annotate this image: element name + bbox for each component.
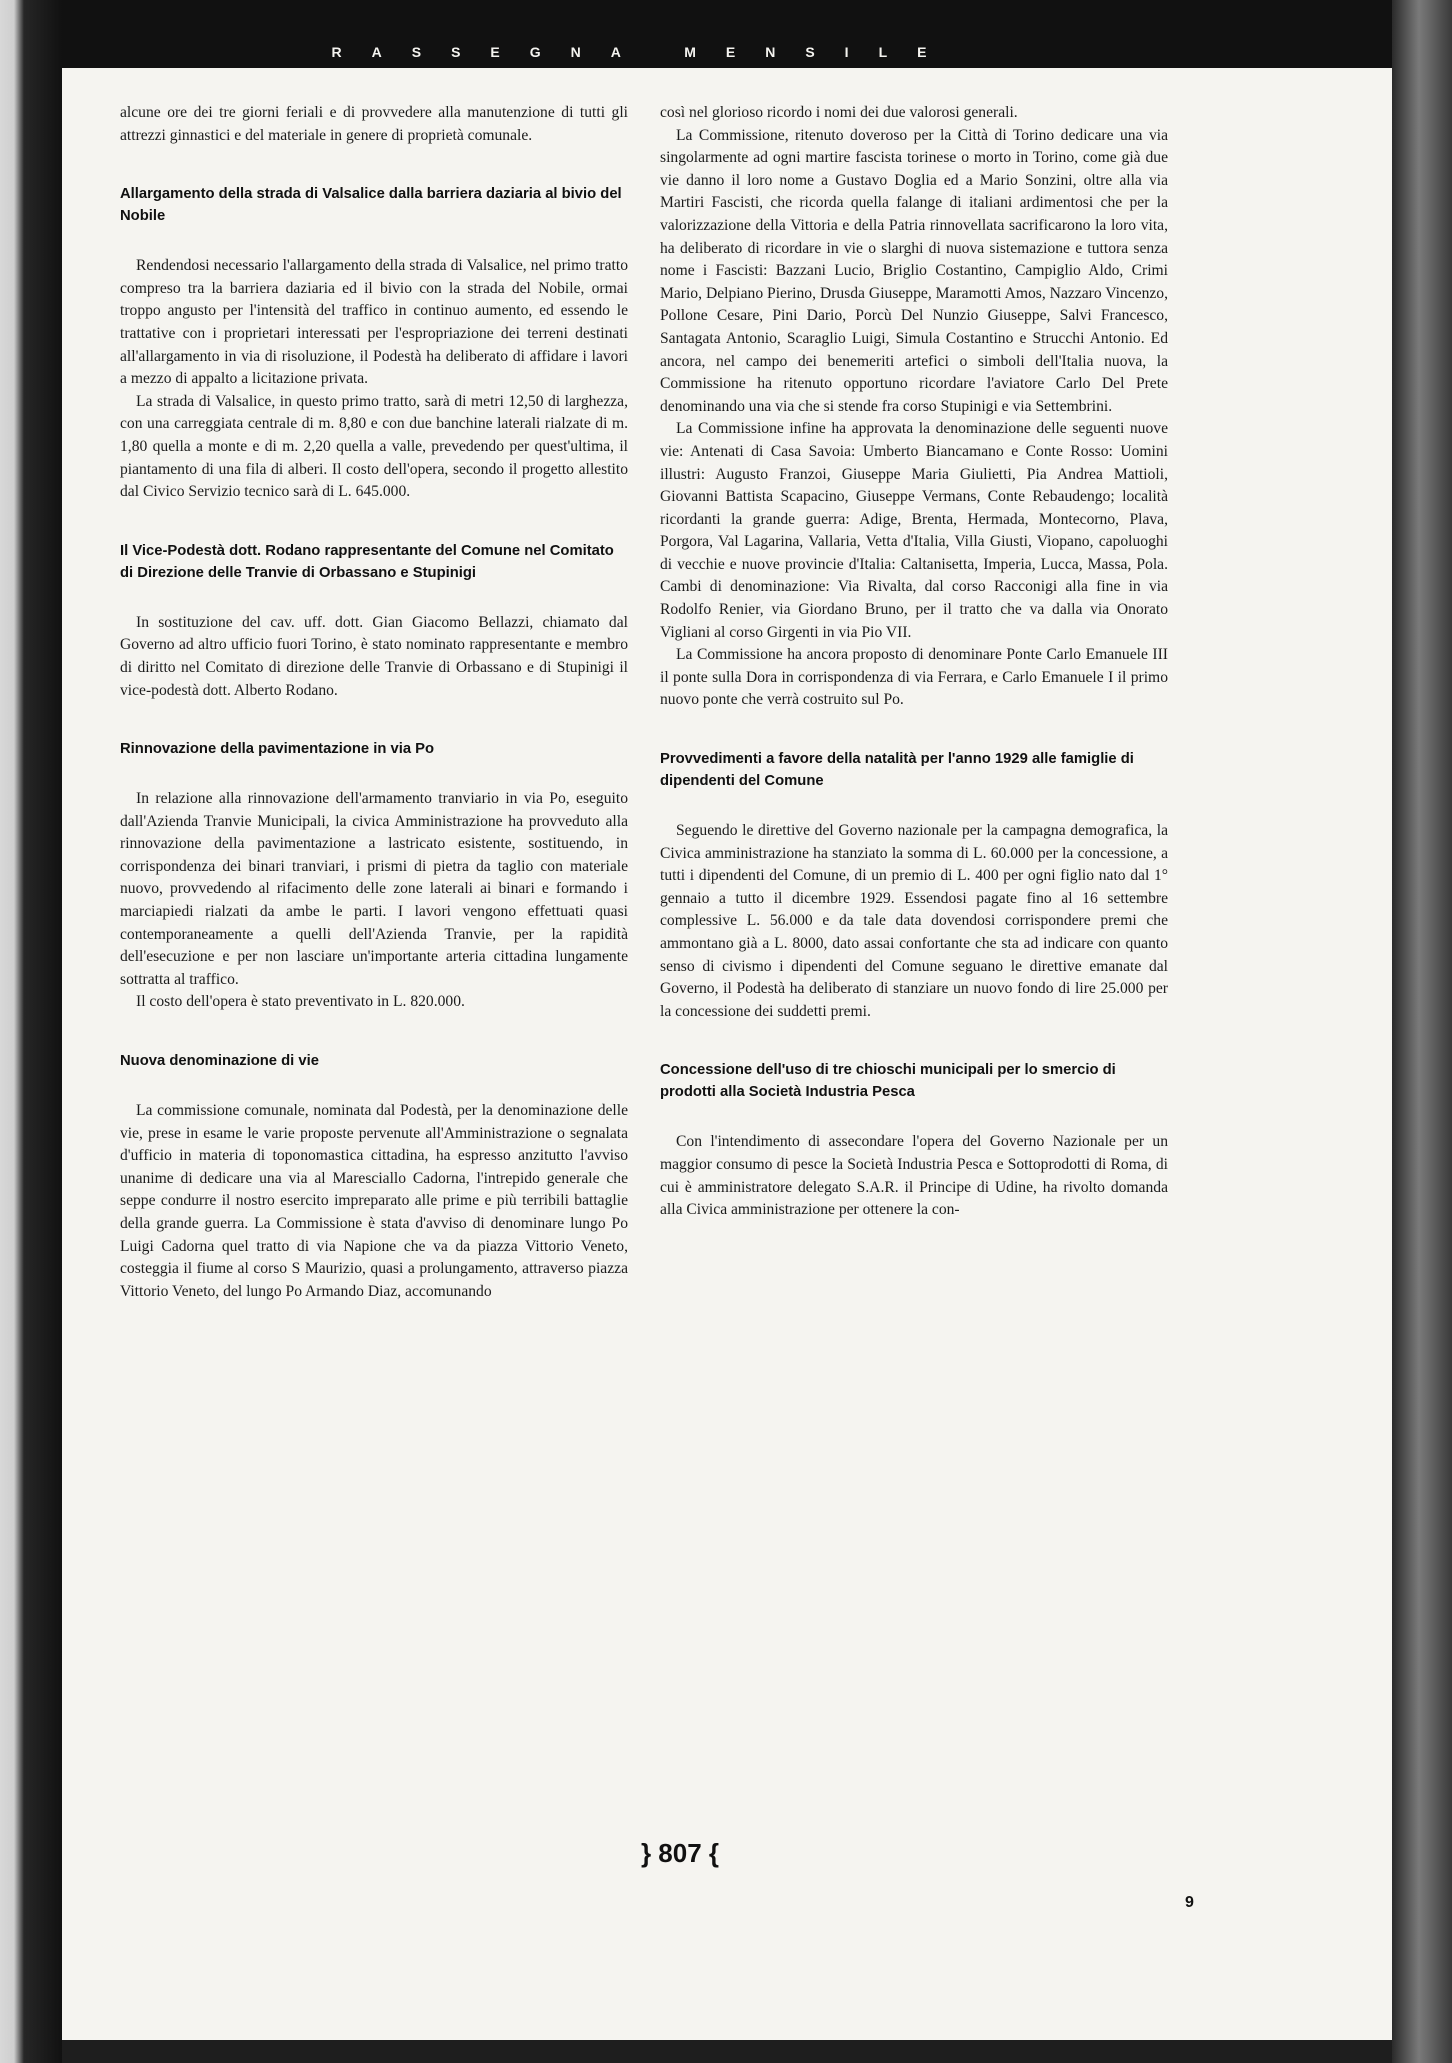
masthead-banner bbox=[314, 38, 974, 66]
folio-value: 807 bbox=[658, 1838, 702, 1868]
right-column bbox=[660, 102, 1168, 1222]
paragraph: La commissione comunale, nominata dal Podestà, per la denominazione delle vie, prese in esame le varie proposte pervenute all'Amministrazione o segnalata d'ufficio in materia di toponomastica cittadina, ha espresso anzitutto l'avviso unanime di dedicare una via al Maresciallo Cadorna, l'intrepido generale che seppe condurre il nostro esercito impreparato alle prime e più terribili battaglie della grande guerra. La Commissione è stata d'avviso di denominare lungo Po Luigi Cadorna quel tratto di via Napione che va da piazza Vittorio Veneto, costeggia il fiume al corso S Maurizio, quasi a prolungamento, attraverso piazza Vittorio Veneto, del lungo Po Armando Diaz, accomunando bbox=[120, 1102, 628, 1300]
paragraph: Rendendosi necessario l'allargamento della strada di Valsalice, nel primo tratto compreso tra la barriera daziaria ed il bivio con la strada del Nobile, ormai troppo angusto per l'intensità del traffico in continuo aumento, ed essendo le trattative con i proprietari interessati per l'espropriazione dei terreni destinati all'allargamento in via di risoluzione, il Podestà ha deliberato di affidare i lavori a mezzo di appalto a licitazione privata. bbox=[120, 257, 628, 388]
book-spine bbox=[0, 0, 62, 2063]
paragraph: Seguendo le direttive del Governo nazionale per la campagna demografica, la Civica amministrazione ha stanziato la somma di L. 60.000 per la concessione, a tutti i dipendenti del Comune, di un premio di L. 400 per ogni figlio nato dal 1° gennaio a tutto il dicembre 1929. Essendosi pagate fino al 16 settembre complessive L. 56.000 e da tale data dovendosi corrispondere premi che ammontano già a L. 8000, dato assai confortante che sta ad indicare con quanto senso di civismo i dipendenti del Comune seguano le direttive emanate dal Governo, il Podestà ha deliberato di stanziare un nuovo fondo di lire 25.000 per la concessione dei suddetti premi. bbox=[660, 822, 1168, 1020]
section-heading-chioschi: Concessione dell'uso di tre chioschi municipali per lo smercio di prodotti alla Società Industria Pesca bbox=[660, 1062, 1116, 1101]
section-heading-natalita: Provvedimenti a favore della natalità per l'anno 1929 alle famiglie di dipendenti del Comune bbox=[660, 751, 1134, 790]
masthead-title: RASSEGNA MENSILE bbox=[331, 44, 957, 60]
paragraph: La Commissione infine ha approvata la denominazione delle seguenti nuove vie: Antenati di Casa Savoia: Umberto Biancamano e Conte Rosso: Uomini illustri: Augusto Franzoi, Giuseppe Maria Giulietti, Pia Andrea Mattioli, Giovanni Battista Scapacino, Giuseppe Vermans, Conte Rebaudengo; località ricordanti la grande guerra: Adige, Brenta, Hermada, Montecorno, Plava, Porgora, Val Lagarina, Vallaria, Vetta d'Italia, Villa Giusti, Viopano, capoluoghi di vecchie e nuove provincie d'Italia: Caltanisetta, Imperia, Lucca, Massa, Pola. Cambi di denominazione: Via Rivalta, dal corso Racconigi alla fine in via Rodolfo Renier, via Giordano Bruno, per il tratto che va dalla via Onorato Vigliani al corso Girgenti in via Pio VII. bbox=[660, 420, 1168, 641]
paragraph: In relazione alla rinnovazione dell'armamento tranviario in via Po, eseguito dall'Azienda Tranvie Municipali, la civica Amministrazione ha provveduto alla rinnovazione della pavimentazione a lastricato esistente, sostituendo, in corrispondenza dei binari tranviari, i prismi di pietra da taglio con materiale nuovo, provvedendo al rifacimento delle zone laterali ai binari e formando i marciapiedi rialzati da ambe le parti. I lavori vengono effettuati quasi contemporaneamente a quelli dell'Azienda Tranvie, per la rapidità dell'esecuzione e per non lasciare un'importante arteria cittadina lungamente sottratta al traffico. bbox=[120, 790, 628, 988]
paragraph: In sostituzione del cav. uff. dott. Gian Giacomo Bellazzi, chiamato dal Governo ad altro ufficio fuori Torino, è stato nominato rappresentante e membro di diritto nel Comitato di direzione delle Tranvie di Orbassano e di Stupinigi il vice-podestà dott. Alberto Rodano. bbox=[120, 613, 628, 699]
paragraph: La Commissione ha ancora proposto di denominare Ponte Carlo Emanuele III il ponte sulla Dora in corrispondenza di via Ferrara, e Carlo Emanuele I il primo nuovo ponte che verrà costruito sul Po. bbox=[660, 646, 1168, 709]
section-heading-denominazione: Nuova denominazione di vie bbox=[120, 1053, 319, 1070]
scan-right-edge bbox=[1392, 0, 1452, 2063]
folio-left-ornament: } bbox=[640, 1838, 652, 1868]
section-heading-vice-podesta: Il Vice-Podestà dott. Rodano rappresentante del Comune nel Comitato di Direzione delle Tranvie di Orbassano e Stupinigi bbox=[120, 542, 614, 581]
folio-right-ornament: { bbox=[708, 1838, 720, 1868]
section-heading-valsalice: Allargamento della strada di Valsalice dalla barriera daziaria al bivio del Nobile bbox=[120, 186, 622, 225]
paragraph: Il costo dell'opera è stato preventivato in L. 820.000. bbox=[136, 993, 465, 1011]
section-heading-via-po: Rinnovazione della pavimentazione in via Po bbox=[120, 741, 435, 758]
paragraph: La Commissione, ritenuto doveroso per la Città di Torino dedicare una via singolarmente ad ogni martire fascista torinese o morto in Torino, come già due vie danno il loro nome a Gustavo Doglia ed a Mario Sonzini, oltre alla via Martiri Fascisti, che ricorda quella falange di italiani ardimentosi che per la valorizzazione della Vittoria e della Patria rinnovellata sacrificarono la loro vita, ha deliberato di ricordare in vie o slarghi di nuova sistemazione e tuttora senza nome i Fascisti: Bazzani Lucio, Briglio Costantino, Campiglio Aldo, Crimi Mario, Delpiano Pierino, Drusda Giuseppe, Maramotti Amos, Nazzaro Vincenzo, Pollone Cesare, Pini Dario, Porcù Del Nunzio Giuseppe, Salvi Francesco, Santagata Antonio, Scaraglio Luigi, Simula Costantino e Strucchi Antonio. Ed ancora, nel campo dei benemeriti artefici o simboli dell'Italia nuova, la Commissione ha ritenuto opportuno ricordare l'aviatore Carlo Del Prete denominando una via che si stende fra corso Stupinigi e via Settembrini. bbox=[660, 126, 1168, 415]
page-number: 9 bbox=[1185, 1894, 1194, 1911]
paragraph: così nel glorioso ricordo i nomi dei due valorosi generali. bbox=[660, 104, 1018, 121]
folio-number bbox=[605, 1838, 755, 1869]
intro-paragraph: alcune ore dei tre giorni feriali e di provvedere alla manutenzione di tutti gli attrezzi ginnastici e del materiale in genere di proprietà comunale. bbox=[120, 104, 628, 144]
left-column bbox=[120, 102, 628, 1303]
paragraph: Con l'intendimento di assecondare l'opera del Governo Nazionale per un maggior consumo di pesce la Società Industria Pesca e Sottoprodotti di Roma, di cui è amministratore delegato S.A.R. il Principe di Udine, ha rivolto domanda alla Civica amministrazione per ottenere la con- bbox=[660, 1133, 1168, 1219]
paragraph: La strada di Valsalice, in questo primo tratto, sarà di metri 12,50 di larghezza, con una carreggiata centrale di m. 8,80 e con due banchine laterali rialzate di m. 1,80 quella a monte e di m. 2,20 quella a valle, prevedendo per quest'ultima, il piantamento di una fila di alberi. Il costo dell'opera, secondo il progetto allestito dal Civico Servizio tecnico sarà di L. 645.000. bbox=[120, 392, 628, 501]
